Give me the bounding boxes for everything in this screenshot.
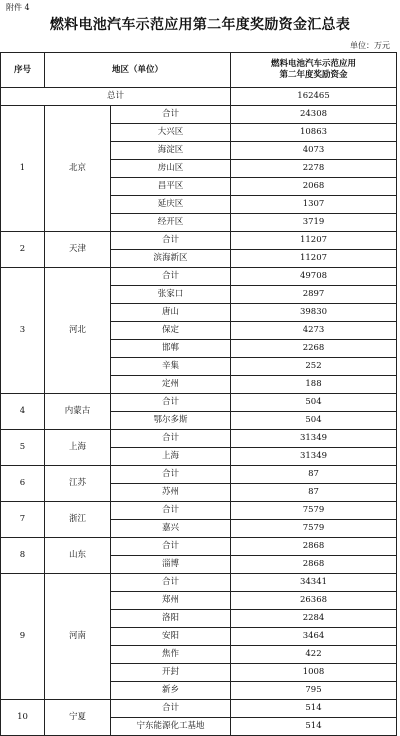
total-label: 总计 <box>1 88 231 106</box>
unit-name: 宁东能源化工基地 <box>111 718 231 736</box>
amount-value: 7579 <box>231 520 397 538</box>
amount-value: 3464 <box>231 628 397 646</box>
unit-name: 经开区 <box>111 214 231 232</box>
amount-value: 1307 <box>231 196 397 214</box>
amount-value: 2868 <box>231 556 397 574</box>
amount-value: 252 <box>231 358 397 376</box>
amount-value: 1008 <box>231 664 397 682</box>
amount-value: 504 <box>231 412 397 430</box>
row-seq: 7 <box>1 502 45 538</box>
funding-table <box>0 52 397 736</box>
annex-label: 附件 4 <box>6 3 30 12</box>
amount-value: 4073 <box>231 142 397 160</box>
unit-name: 邯郸 <box>111 340 231 358</box>
header-amount <box>231 53 397 88</box>
amount-value: 514 <box>231 718 397 736</box>
amount-value: 188 <box>231 376 397 394</box>
row-seq: 8 <box>1 538 45 574</box>
amount-value: 4273 <box>231 322 397 340</box>
table-row <box>1 232 397 250</box>
unit-name: 延庆区 <box>111 196 231 214</box>
unit-name: 大兴区 <box>111 124 231 142</box>
region-name: 宁夏 <box>45 700 111 736</box>
unit-name: 苏州 <box>111 484 231 502</box>
region-name: 上海 <box>45 430 111 466</box>
unit-name: 昌平区 <box>111 178 231 196</box>
amount-value: 11207 <box>231 250 397 268</box>
table-row <box>1 394 397 412</box>
region-name: 天津 <box>45 232 111 268</box>
region-name: 河北 <box>45 268 111 394</box>
amount-value: 24308 <box>231 106 397 124</box>
unit-name: 合计 <box>111 106 231 124</box>
amount-value: 2868 <box>231 538 397 556</box>
unit-name: 新乡 <box>111 682 231 700</box>
amount-value: 504 <box>231 394 397 412</box>
amount-value: 2278 <box>231 160 397 178</box>
amount-value: 39830 <box>231 304 397 322</box>
amount-value: 31349 <box>231 430 397 448</box>
table-row <box>1 502 397 520</box>
row-seq: 3 <box>1 268 45 394</box>
header-region: 地区（单位） <box>45 53 231 88</box>
row-seq: 1 <box>1 106 45 232</box>
amount-value: 87 <box>231 484 397 502</box>
amount-value: 87 <box>231 466 397 484</box>
unit-name: 洛阳 <box>111 610 231 628</box>
amount-value: 31349 <box>231 448 397 466</box>
amount-value: 2897 <box>231 286 397 304</box>
total-value: 162465 <box>231 88 397 106</box>
row-seq: 5 <box>1 430 45 466</box>
region-name: 内蒙古 <box>45 394 111 430</box>
amount-value: 26368 <box>231 592 397 610</box>
region-name: 山东 <box>45 538 111 574</box>
amount-value: 795 <box>231 682 397 700</box>
row-seq: 2 <box>1 232 45 268</box>
unit-name: 合计 <box>111 394 231 412</box>
row-seq: 9 <box>1 574 45 700</box>
unit-name: 开封 <box>111 664 231 682</box>
table-row <box>1 574 397 592</box>
total-row <box>1 88 397 106</box>
row-seq: 10 <box>1 700 45 736</box>
amount-value: 2268 <box>231 340 397 358</box>
unit-name: 合计 <box>111 538 231 556</box>
table-row <box>1 466 397 484</box>
unit-name: 鄂尔多斯 <box>111 412 231 430</box>
unit-name: 上海 <box>111 448 231 466</box>
unit-name: 焦作 <box>111 646 231 664</box>
unit-name: 辛集 <box>111 358 231 376</box>
amount-value: 11207 <box>231 232 397 250</box>
region-name: 江苏 <box>45 466 111 502</box>
unit-name: 合计 <box>111 574 231 592</box>
table-row <box>1 106 397 124</box>
unit-name: 嘉兴 <box>111 520 231 538</box>
amount-value: 34341 <box>231 574 397 592</box>
amount-value: 10863 <box>231 124 397 142</box>
unit-name: 合计 <box>111 268 231 286</box>
unit-name: 淄博 <box>111 556 231 574</box>
unit-name: 郑州 <box>111 592 231 610</box>
table-row <box>1 268 397 286</box>
header-row <box>1 53 397 88</box>
unit-name: 安阳 <box>111 628 231 646</box>
amount-value: 7579 <box>231 502 397 520</box>
header-amount-line1: 燃料电池汽车示范应用 <box>271 59 357 70</box>
unit-label: 单位：万元 <box>350 41 390 50</box>
unit-name: 合计 <box>111 502 231 520</box>
region-name: 北京 <box>45 106 111 232</box>
unit-name: 房山区 <box>111 160 231 178</box>
region-name: 河南 <box>45 574 111 700</box>
page-title: 燃料电池汽车示范应用第二年度奖励资金汇总表 <box>49 17 351 33</box>
amount-value: 422 <box>231 646 397 664</box>
region-name: 浙江 <box>45 502 111 538</box>
unit-name: 定州 <box>111 376 231 394</box>
unit-name: 张家口 <box>111 286 231 304</box>
amount-value: 514 <box>231 700 397 718</box>
table-row <box>1 538 397 556</box>
unit-name: 合计 <box>111 232 231 250</box>
table-row <box>1 700 397 718</box>
amount-value: 49708 <box>231 268 397 286</box>
amount-value: 2068 <box>231 178 397 196</box>
header-seq: 序号 <box>1 53 45 88</box>
unit-name: 海淀区 <box>111 142 231 160</box>
unit-name: 合计 <box>111 466 231 484</box>
unit-name: 合计 <box>111 430 231 448</box>
unit-name: 保定 <box>111 322 231 340</box>
table-row <box>1 430 397 448</box>
unit-name: 唐山 <box>111 304 231 322</box>
unit-name: 滨海新区 <box>111 250 231 268</box>
amount-value: 2284 <box>231 610 397 628</box>
row-seq: 6 <box>1 466 45 502</box>
header-amount-line2: 第二年度奖励资金 <box>279 70 348 80</box>
amount-value: 3719 <box>231 214 397 232</box>
unit-name: 合计 <box>111 700 231 718</box>
row-seq: 4 <box>1 394 45 430</box>
